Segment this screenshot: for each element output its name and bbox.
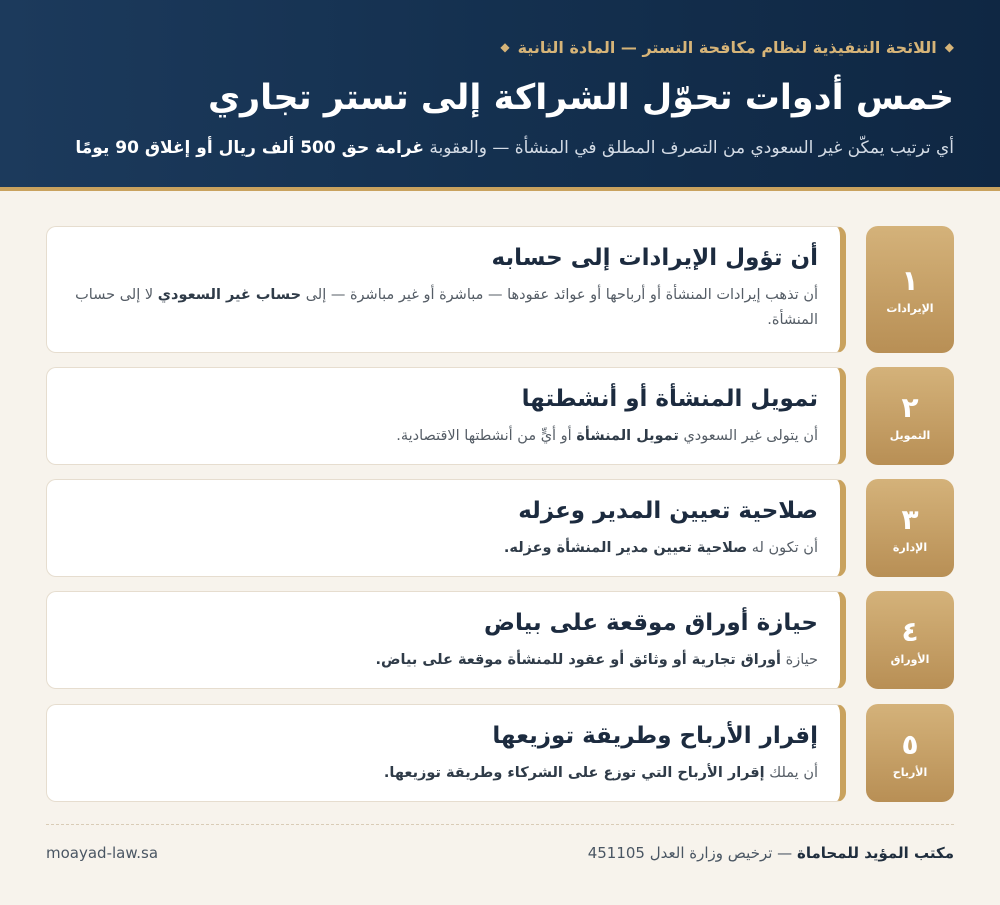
list-item	[46, 591, 954, 689]
item-number: ٤	[901, 614, 919, 648]
item-desc-text: أن يملك	[764, 765, 818, 781]
item-description	[69, 283, 818, 333]
item-card	[46, 479, 846, 577]
item-desc-bold: صلاحية تعيين مدير المنشأة وعزله.	[503, 540, 748, 556]
item-desc-text: حيازة	[781, 652, 818, 668]
item-badge	[866, 704, 954, 802]
list-item	[46, 367, 954, 465]
item-title: حيازة أوراق موقعة على بياض	[484, 610, 818, 636]
office-license: — ترخيص وزارة العدل 451105	[587, 844, 797, 862]
footer-website[interactable]: moayad-law.sa	[46, 844, 159, 862]
item-title: أن تؤول الإيرادات إلى حسابه	[491, 245, 818, 271]
item-desc-text: أن تكون له	[747, 540, 818, 556]
header-banner	[0, 0, 1000, 191]
item-badge	[866, 226, 954, 353]
item-label: التمويل	[889, 428, 931, 442]
item-card	[46, 704, 846, 802]
item-description	[69, 536, 818, 561]
item-desc-bold: تمويل المنشأة	[576, 428, 679, 444]
item-label: الأرباح	[892, 765, 928, 779]
item-title: صلاحية تعيين المدير وعزله	[518, 498, 818, 524]
item-number: ٢	[901, 390, 919, 424]
item-desc-text: لا إلى حساب المنشأة.	[75, 287, 818, 328]
item-desc-bold: أوراق تجارية أو وثائق أو عقود للمنشأة موقعة على بياض.	[375, 652, 782, 668]
item-description	[69, 648, 818, 673]
subtitle-text: أي ترتيب يمكّن غير السعودي من التصرف المطلق في المنشأة — والعقوبة	[423, 138, 954, 158]
diamond-icon: ◆	[500, 40, 510, 54]
item-number: ٣	[901, 502, 919, 536]
item-number: ٥	[901, 727, 919, 761]
eyebrow-text: اللائحة التنفيذية لنظام مكافحة التستر — المادة الثانية	[517, 37, 937, 57]
item-desc-text: أن يتولى غير السعودي	[678, 428, 818, 444]
office-name: مكتب المؤيد للمحاماة	[796, 844, 954, 862]
item-label: الأوراق	[890, 652, 930, 666]
item-badge	[866, 479, 954, 577]
list-item	[46, 226, 954, 353]
item-title: تمويل المنشأة أو أنشطتها	[521, 386, 818, 412]
item-description	[69, 761, 818, 786]
item-badge	[866, 591, 954, 689]
item-badge	[866, 367, 954, 465]
item-desc-text: أن تذهب إيرادات المنشأة أو أرباحها أو عوائد عقودها — مباشرة أو غير مباشرة — إلى	[301, 287, 818, 303]
item-desc-bold: إقرار الأرباح التي توزع على الشركاء وطريقة توزيعها.	[383, 765, 765, 781]
item-card	[46, 591, 846, 689]
item-title: إقرار الأرباح وطريقة توزيعها	[492, 723, 818, 749]
subtitle-penalty: غرامة حق 500 ألف ريال أو إغلاق 90 يومًا	[75, 138, 424, 158]
list-item	[46, 479, 954, 577]
item-card	[46, 226, 846, 353]
item-desc-text: أو أيٍّ من أنشطتها الاقتصادية.	[396, 428, 577, 444]
diamond-icon: ◆	[944, 40, 954, 54]
item-description	[69, 424, 818, 449]
page-title: خمس أدوات تحوّل الشراكة إلى تستر تجاري	[207, 78, 954, 118]
eyebrow	[46, 36, 954, 58]
page-subtitle	[46, 136, 954, 160]
item-label: الإدارة	[892, 540, 928, 554]
list-item	[46, 704, 954, 802]
item-card	[46, 367, 846, 465]
item-desc-bold: حساب غير السعودي	[157, 287, 302, 303]
item-label: الإيرادات	[886, 302, 934, 315]
footer-divider	[46, 824, 954, 825]
footer-office	[588, 844, 954, 862]
item-number: ١	[901, 264, 919, 297]
